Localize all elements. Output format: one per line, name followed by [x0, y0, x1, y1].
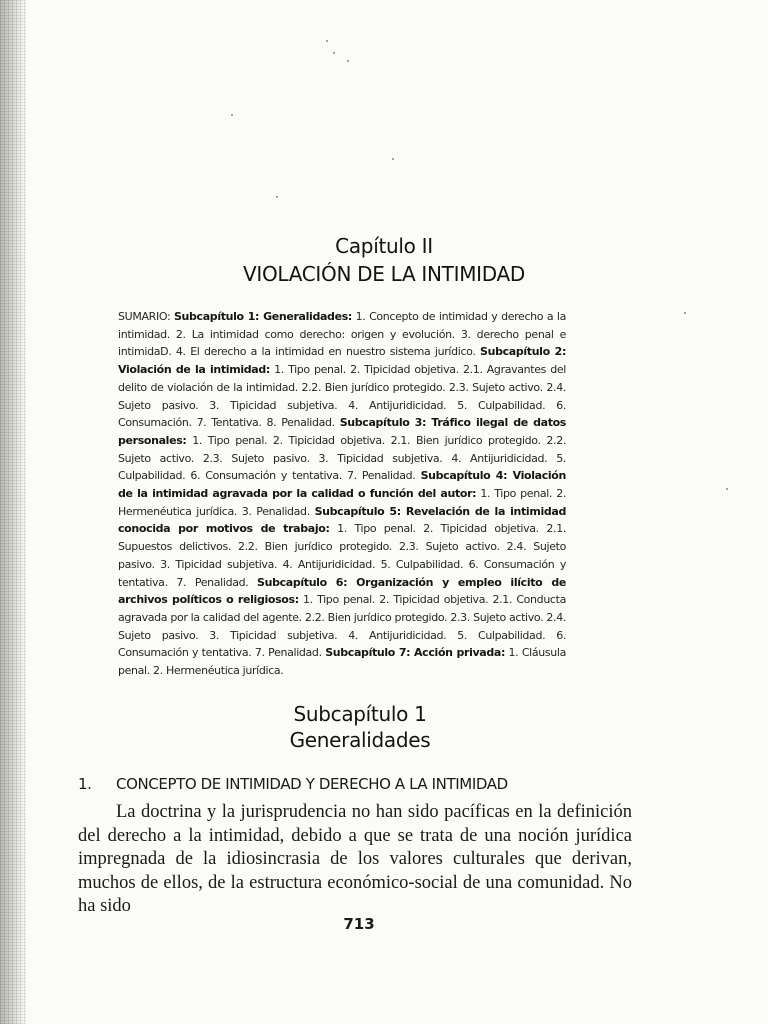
scan-speck: [333, 52, 335, 54]
summary-text: 1. Tipo penal. 2. Tipicidad objetiva. 2.1. Bien jurídico protegido. 2.2. Sujeto activo. 2.3. Sujeto pasivo. 3. Tipicidad subjetiva. 4. Antijuridicidad. 5. Culpabilidad. 6. Consumación y tentativa. 7. Penalidad.: [118, 433, 566, 483]
summary-subchapter-label: Subcapítulo 4: Violación de la intimidad agravada por la calidad o función del autor:: [118, 469, 566, 501]
summary-text: 1. Cláusula penal. 2. Hermenéutica jurídica.: [118, 646, 566, 678]
summary-subchapter-label: Subcapítulo 7: Acción privada:: [325, 646, 506, 660]
chapter-title: VIOLACIÓN DE LA INTIMIDAD: [243, 262, 525, 286]
body-paragraph: La doctrina y la jurisprudencia no han sido pacíficas en la definición del derecho a la intimidad, debido a que se trata de una noción jurídica impregnada de la idiosincrasia de los valores culturales que derivan, muchos de ellos, de la estructura económico-social de una comunidad. No ha sido: [78, 802, 632, 916]
summary-subchapter-label: Subcapítulo 1: Generalidades:: [173, 310, 352, 323]
scan-speck: [276, 196, 278, 198]
summary-text: SUMARIO:: [118, 310, 174, 323]
summary-text: 1. Tipo penal. 2. Tipicidad objetiva. 2.1. Conducta agravada por la calidad del agente. 2.2. Bien jurídico protegido. 2.3. Sujeto activo. 2.4. Sujeto pasivo. 3. Tipicidad subjetiva. 4. Antijuridicidad. 5. Culpabilidad. 6. Consumación y tentativa. 7. Penalidad.: [118, 593, 566, 660]
scan-speck: [684, 312, 686, 314]
subchapter-number: Subcapítulo 1: [293, 702, 427, 726]
summary-subchapter-label: Subcapítulo 2: Violación de la intimidad:: [118, 345, 567, 377]
chapter-number: Capítulo II: [335, 234, 433, 258]
scan-speck: [231, 114, 233, 116]
book-binding-edge: [0, 0, 26, 1024]
scan-speck: [392, 158, 394, 160]
section-title: CONCEPTO DE INTIMIDAD Y DERECHO A LA INTIMIDAD: [116, 775, 508, 793]
summary-subchapter-label: Subcapítulo 5: Revelación de la intimidad conocida por motivos de trabajo:: [118, 504, 566, 536]
summary-text: 1. Tipo penal. 2. Hermenéutica jurídica. 3. Penalidad.: [118, 487, 567, 518]
summary-subchapter-label: Subcapítulo 6: Organización y empleo ilícito de archivos políticos o religiosos:: [118, 575, 566, 607]
subchapter-title: Generalidades: [289, 728, 431, 752]
section-number: 1.: [78, 775, 92, 793]
summary-text: 1. Concepto de intimidad y derecho a la intimidad. 2. La intimidad como derecho: origen y evolución. 3. derecho penal e intimidaD. 4. El derecho a la intimidad en nuestro sistema jurídico.: [118, 310, 566, 359]
page-number: 713: [343, 915, 375, 933]
scan-speck: [726, 488, 728, 490]
scan-speck: [347, 60, 349, 62]
summary-text: 1. Tipo penal. 2. Tipicidad objetiva. 2.1. Supuestos delictivos. 2.2. Bien jurídico protegido. 2.3. Sujeto activo. 2.4. Sujeto pasivo. 3. Tipicidad subjetiva. 4. Antijuridicidad. 5. Culpabilidad. 6. Consumación y tentativa. 7. Penalidad.: [118, 522, 566, 589]
summary-subchapter-label: Subcapítulo 3: Tráfico ilegal de datos personales:: [118, 416, 567, 447]
section-heading: [78, 775, 678, 793]
scan-speck: [326, 40, 328, 42]
summary-text: 1. Tipo penal. 2. Tipicidad objetiva. 2.1. Agravantes del delito de violación de la intimidad. 2.2. Bien jurídico protegido. 2.3. Sujeto activo. 2.4. Sujeto pasivo. 3. Tipicidad subjetiva. 4. Antijuridicidad. 5. Culpabilidad. 6. Consumación. 7. Tentativa. 8. Penalidad.: [118, 363, 566, 430]
chapter-summary: [118, 308, 566, 680]
